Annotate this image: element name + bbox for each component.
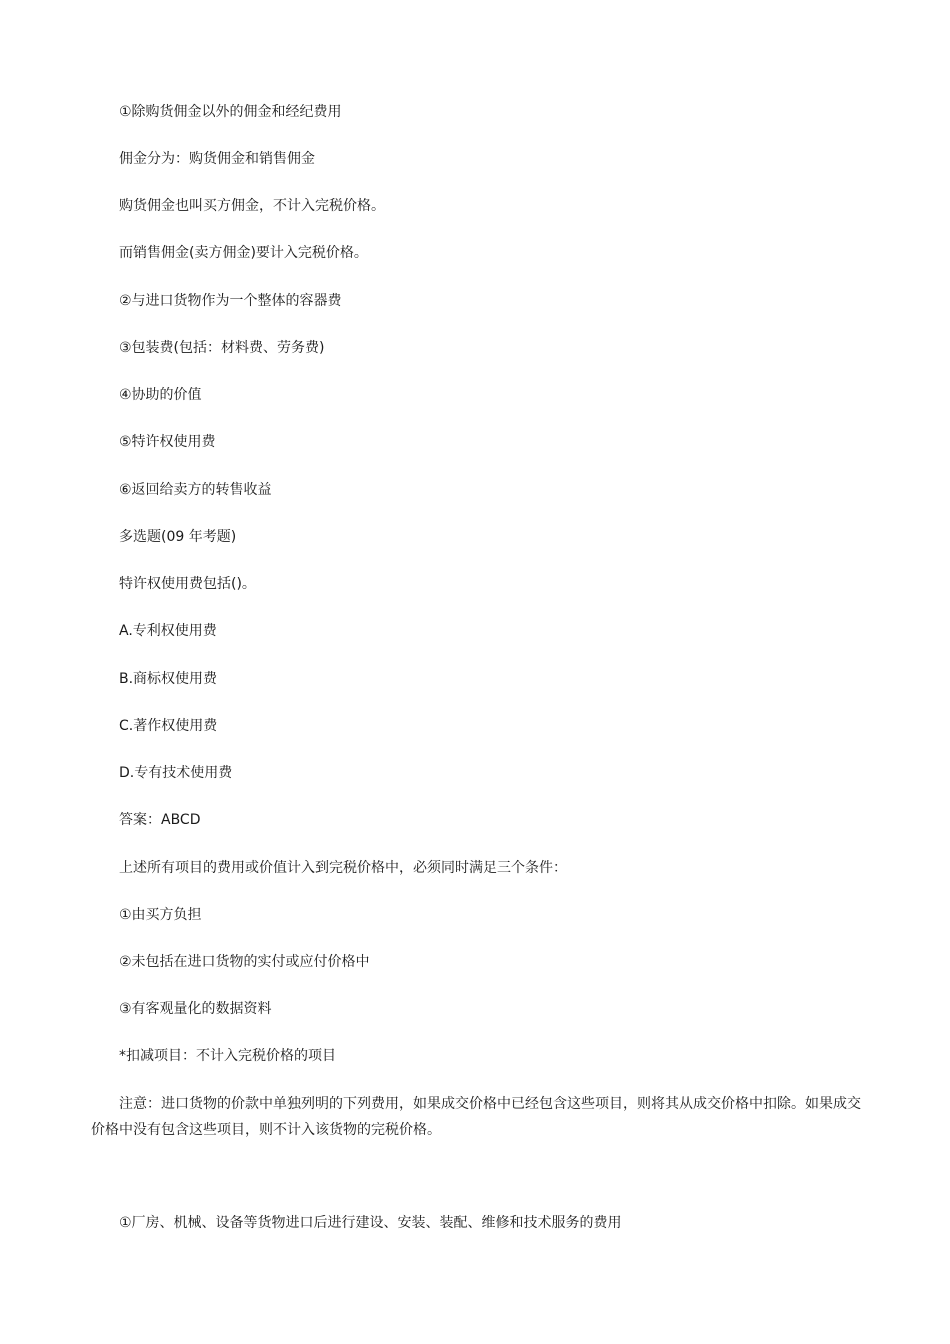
text-line: ①厂房、机械、设备等货物进口后进行建设、安装、装配、维修和技术服务的费用 <box>119 1215 622 1231</box>
option-c: C.著作权使用费 <box>119 718 218 734</box>
text-line: ①由买方负担 <box>119 907 202 923</box>
text-line: 而销售佣金(卖方佣金)要计入完税价格。 <box>119 245 368 261</box>
text-line: ③有客观量化的数据资料 <box>119 1001 272 1017</box>
text-line: *扣减项目：不计入完税价格的项目 <box>119 1048 336 1064</box>
option-b: B.商标权使用费 <box>119 671 218 687</box>
option-a: A.专利权使用费 <box>119 623 217 639</box>
text-line: ⑥返回给卖方的转售收益 <box>119 482 272 498</box>
option-d: D.专有技术使用费 <box>119 765 233 781</box>
answer-line: 答案：ABCD <box>119 812 201 828</box>
question-heading: 多选题(09 年考题) <box>119 529 237 545</box>
text-line: ②未包括在进口货物的实付或应付价格中 <box>119 954 370 970</box>
question-text: 特许权使用费包括()。 <box>119 576 256 592</box>
text-line: 佣金分为：购货佣金和销售佣金 <box>119 151 315 167</box>
note-paragraph: 注意：进口货物的价款中单独列明的下列费用，如果成交价格中已经包含这些项目，则将其从成交价格中扣除。如果成交价格中没有包含这些项目，则不计入该货物的完税价格。 <box>91 1096 861 1138</box>
text-line: ④协助的价值 <box>119 387 202 403</box>
text-line: 购货佣金也叫买方佣金，不计入完税价格。 <box>119 198 385 214</box>
text-line: 上述所有项目的费用或价值计入到完税价格中，必须同时满足三个条件： <box>119 860 567 876</box>
text-line: ⑤特许权使用费 <box>119 434 216 450</box>
text-line: ③包装费(包括：材料费、劳务费) <box>119 340 325 356</box>
text-line: ②与进口货物作为一个整体的容器费 <box>119 293 342 309</box>
text-line: ①除购货佣金以外的佣金和经纪费用 <box>119 104 342 120</box>
